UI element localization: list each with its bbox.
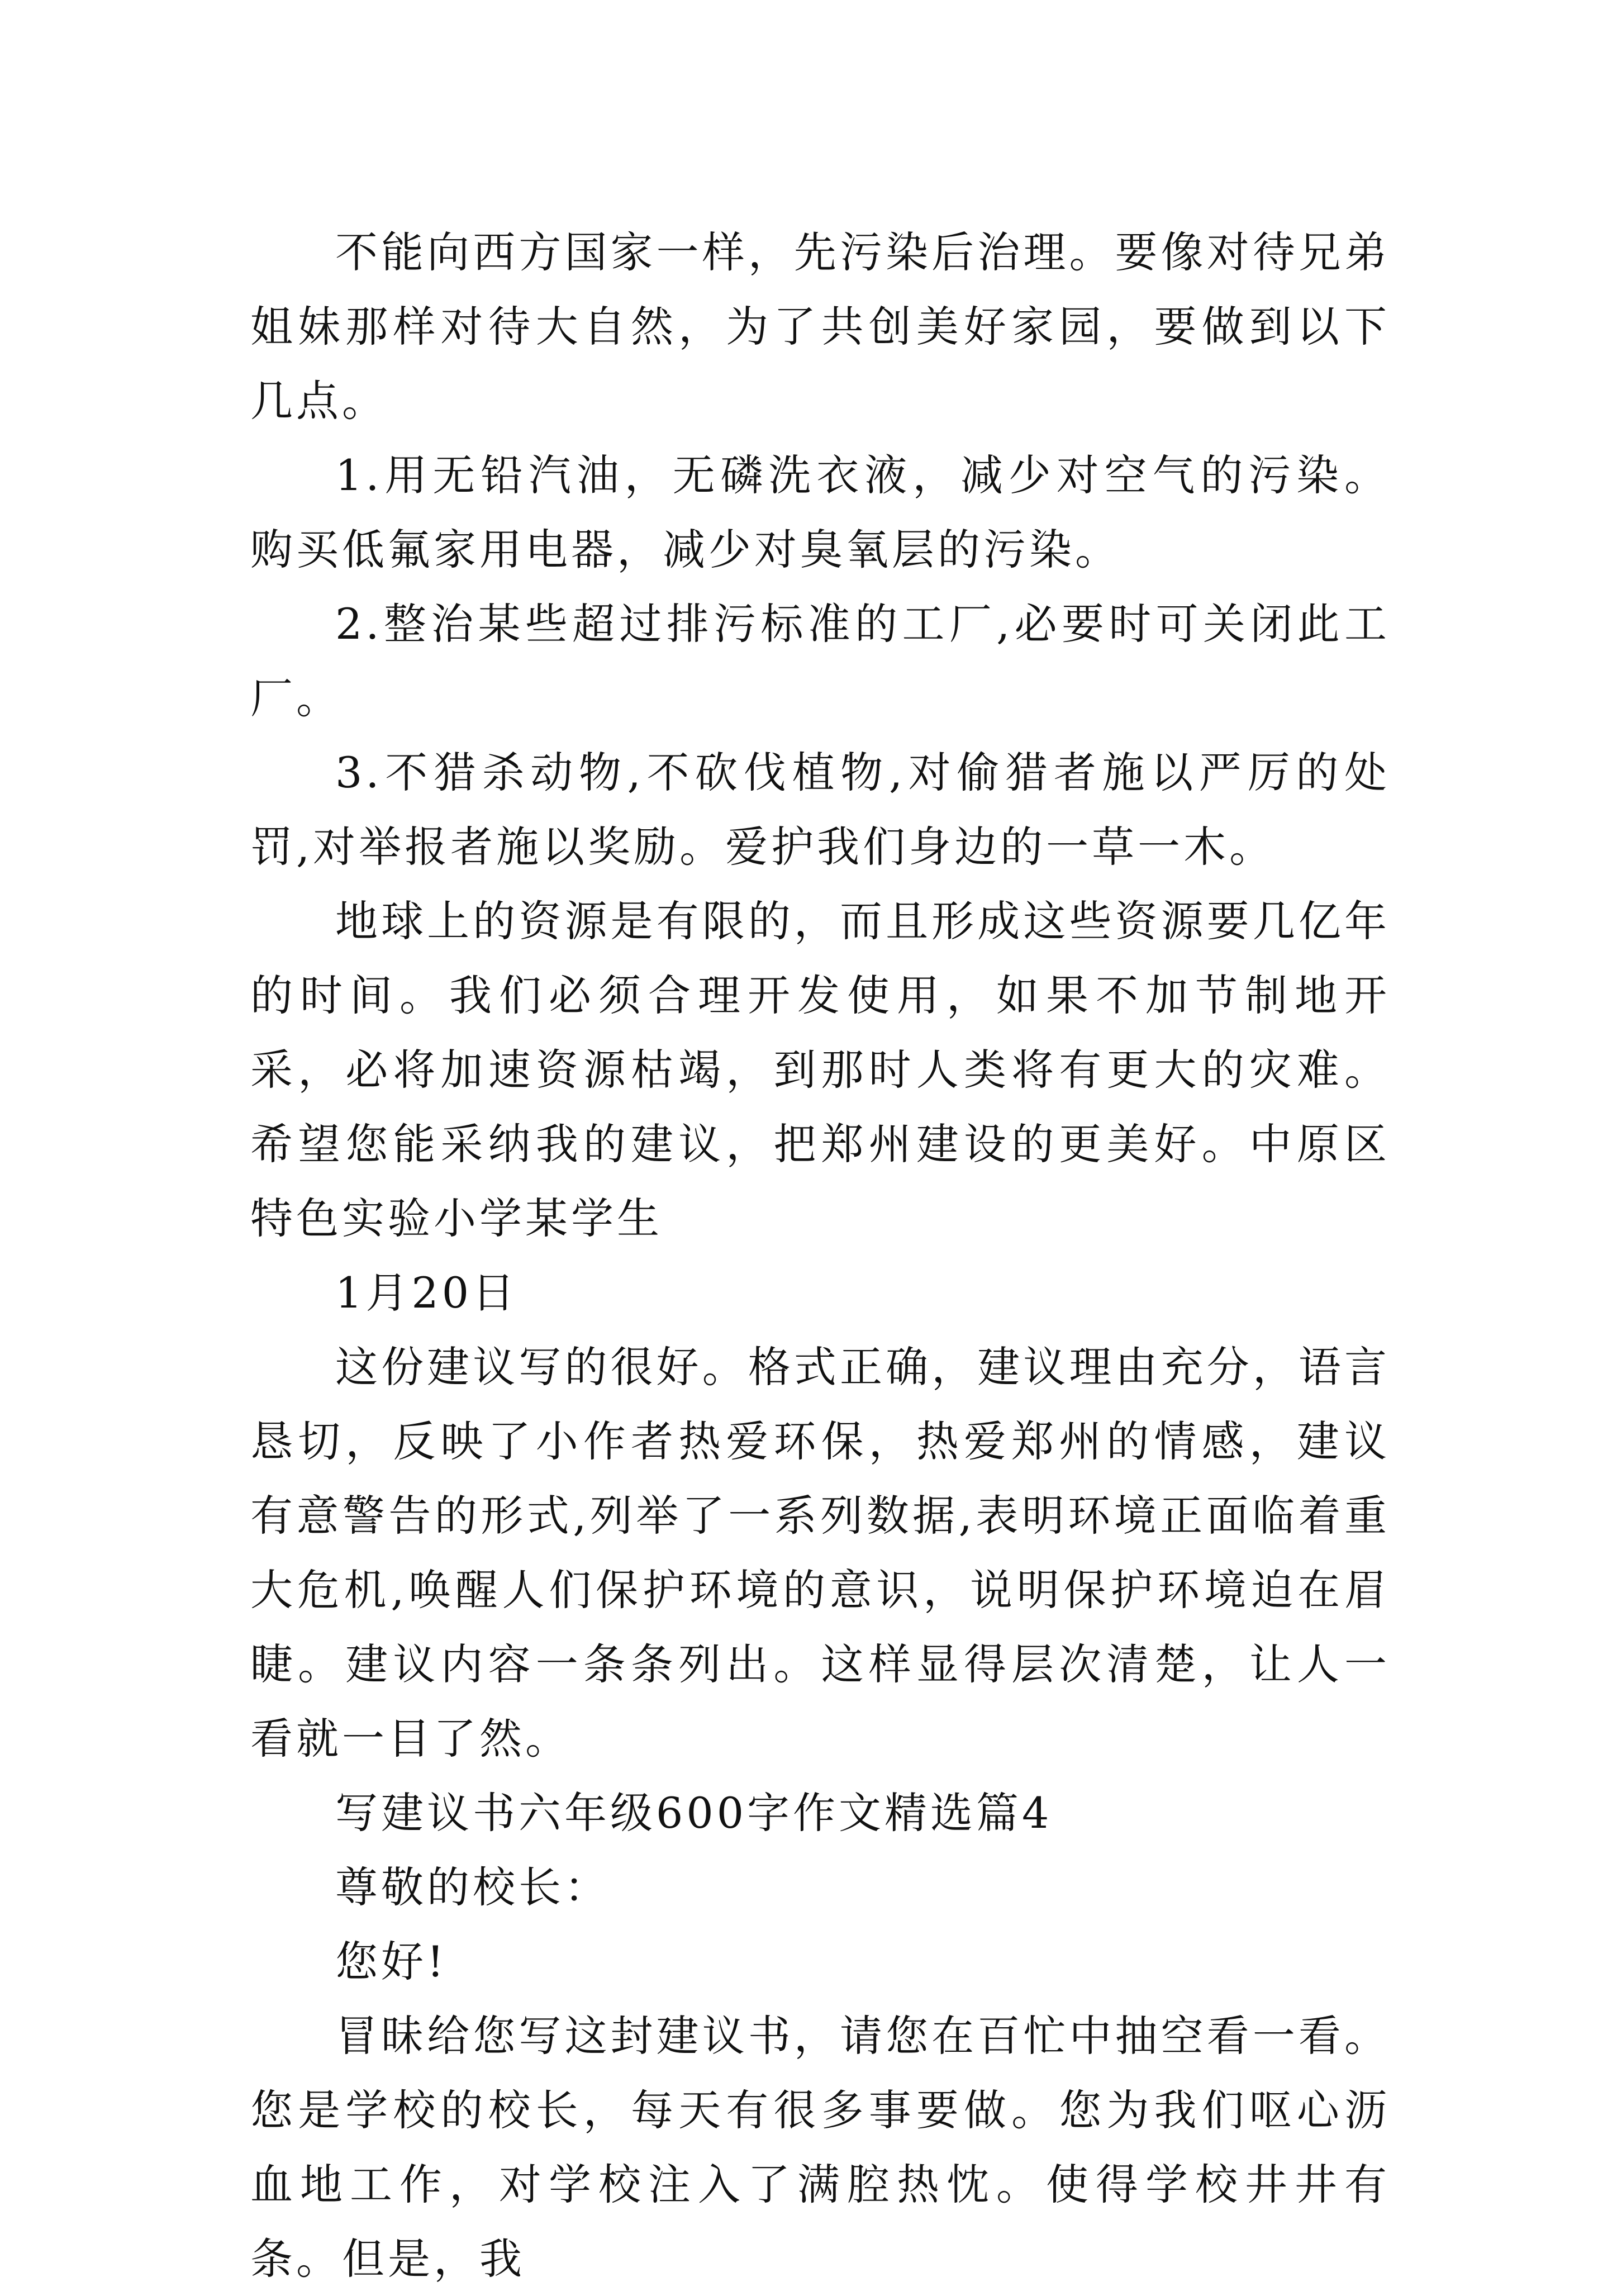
document-body (250, 215, 1390, 2296)
paragraph-section-title: 写建议书六年级600字作文精选篇4 (335, 1788, 1053, 1838)
paragraph-resources: 地球上的资源是有限的，而且形成这些资源要几亿年的时间。我们必须合理开发使用，如果不加节制地开采，必将加速资源枯竭，到那时人类将有更大的灾难。希望您能采纳我的建议，把郑州建设的更美好。中原区特色实验小学某学生 (250, 896, 1390, 1243)
paragraph-intro: 不能向西方国家一样，先污染后治理。要像对待兄弟姐妹那样对待大自然，为了共创美好家园，要做到以下几点。 (250, 227, 1390, 426)
paragraph-commentary: 这份建议写的很好。格式正确，建议理由充分，语言恳切，反映了小作者热爱环保，热爱郑州的情感，建议有意警告的形式,列举了一系列数据,表明环境正面临着重大危机,唤醒人们保护环境的意识，说明保护环境迫在眉睫。建议内容一条条列出。这样显得层次清楚，让人一看就一目了然。 (250, 1342, 1390, 1763)
paragraph-item-2: 2.整治某些超过排污标准的工厂,必要时可关闭此工厂。 (250, 599, 1390, 723)
paragraph-date: 1月20日 (335, 1268, 519, 1318)
paragraph-item-1: 1.用无铅汽油，无磷洗衣液，减少对空气的污染。购买低氟家用电器，减少对臭氧层的污染。 (250, 450, 1390, 574)
paragraph-greeting: 您好! (335, 1937, 448, 1986)
paragraph-letter-body: 冒昧给您写这封建议书，请您在百忙中抽空看一看。您是学校的校长，每天有很多事要做。您为我们呕心沥血地工作，对学校注入了满腔热忱。使得学校井井有条。但是，我 (250, 2011, 1390, 2284)
paragraph-item-3: 3.不猎杀动物,不砍伐植物,对偷猎者施以严厉的处罚,对举报者施以奖励。爱护我们身边的一草一木。 (250, 748, 1390, 872)
paragraph-salutation: 尊敬的校长： (335, 1862, 610, 1912)
